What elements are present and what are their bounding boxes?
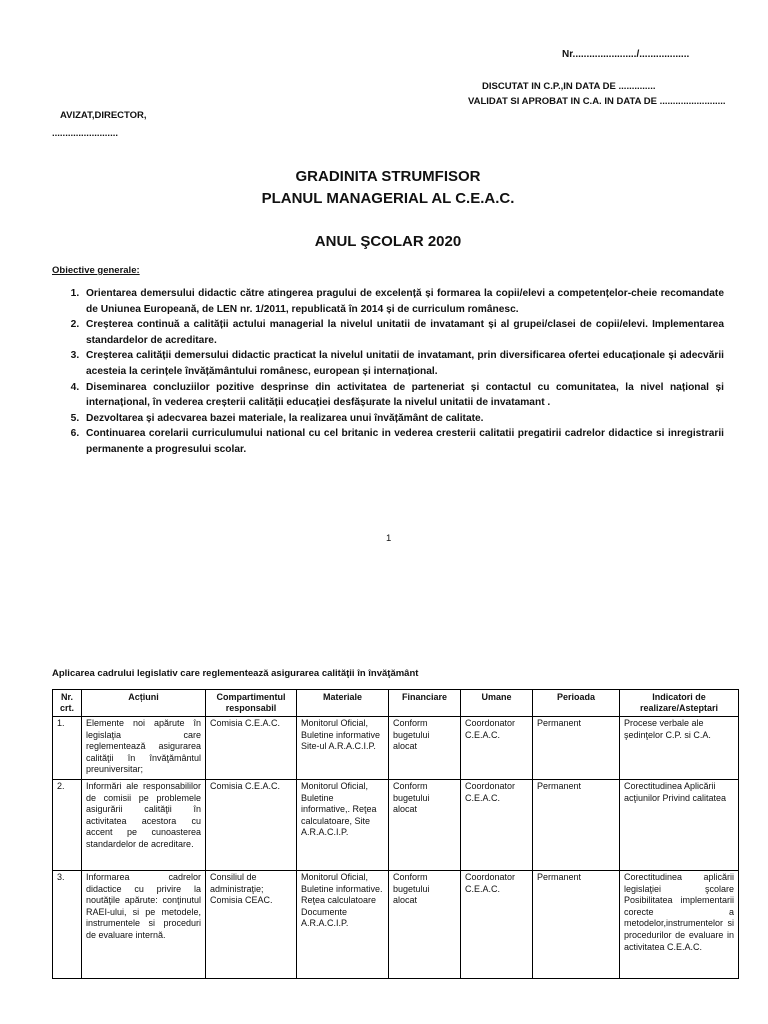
objectives-list <box>52 286 724 458</box>
cell-nr: 2. <box>53 780 82 871</box>
cell-indicators: Corectitudinea aplicării legislaţiei şcolare Posibilitatea implementarii corecte a metodelor,instrumentelor si procedurilor de evaluare in activitatea C.E.A.C. <box>620 871 739 979</box>
header-period: Perioada <box>533 690 620 717</box>
cell-financial: Conform bugetului alocat <box>389 717 461 780</box>
table-row <box>53 871 739 979</box>
header-materials: Materiale <box>297 690 389 717</box>
cell-indicators: Corectitudinea Aplicării acţiunilor Privind calitatea <box>620 780 739 871</box>
section-title: Aplicarea cadrului legislativ care reglementează asigurarea calităţii în învăţământ <box>52 668 419 679</box>
school-name: GRADINITA STRUMFISOR <box>295 168 481 185</box>
header-human: Umane <box>461 690 533 717</box>
cell-department: Comisia C.E.A.C. <box>206 717 297 780</box>
plan-title: PLANUL MANAGERIAL AL C.E.A.C. <box>261 190 515 207</box>
cell-indicators: Procese verbale ale şedinţelor C.P. si C.A. <box>620 717 739 780</box>
header-actions: Acțiuni <box>82 690 206 717</box>
cell-action: Informări ale responsabililor de comisii pe problemele asigurării calităţii în activitatea acestora cu accent pe cunoasterea standardelor de acreditare. <box>82 780 206 871</box>
cell-materials: Monitorul Oficial, Buletine informative. Reţea calculatoare Documente A.R.A.C.I.P. <box>297 871 389 979</box>
cell-department: Consiliul de administraţie; Comisia CEAC. <box>206 871 297 979</box>
cell-materials: Monitorul Oficial, Buletine informative,. Reţea calculatoare, Site A.R.A.C.I.P. <box>297 780 389 871</box>
objective-item: 3. Creșterea calității demersului didactic practicat la nivelul unitatii de invatamant, prin diversificarea ofertei educaționale și adecvării acesteia la cerințele învățământului românesc, european și internațional. <box>82 348 724 379</box>
table-header-row <box>53 690 739 717</box>
validated-date-line: VALIDAT SI APROBAT IN C.A. IN DATA DE ......................... <box>468 96 726 107</box>
header-department: Compartimentul responsabil <box>206 690 297 717</box>
objective-item: 4. Diseminarea concluziilor pozitive desprinse din activitatea de parteneriat și contactul cu comunitatea, la nivel național și internațional, în vederea creșterii calității educației desfășurate la nivelul unitatii de invatamant . <box>82 380 724 411</box>
objective-item: 5. Dezvoltarea și adecvarea bazei materiale, la realizarea unui învățământ de calitate. <box>82 411 724 427</box>
document-number: Nr......................./.................. <box>562 49 690 60</box>
objective-item: 2. Creșterea continuă a calității actului managerial la nivelul unitatii de invatamant și al grupei/clasei de copii/elevi. Implementarea standardelor de acreditare. <box>82 317 724 348</box>
cell-nr: 3. <box>53 871 82 979</box>
cell-financial: Conform bugetului alocat <box>389 780 461 871</box>
header-nr: Nr. crt. <box>53 690 82 717</box>
cell-period: Permanent <box>533 780 620 871</box>
objective-item: 6. Continuarea corelarii curriculumului national cu cel britanic in vederea cresterii calitatii pregatirii cadrelor didactice si inregistrarii permanente a progresului scolar. <box>82 426 724 457</box>
director-signature-line: ......................... <box>52 128 118 139</box>
cell-period: Permanent <box>533 871 620 979</box>
table-row <box>53 717 739 780</box>
school-year: ANUL ŞCOLAR 2020 <box>314 233 462 250</box>
cell-human: Coordonator C.E.A.C. <box>461 717 533 780</box>
plan-table <box>52 689 739 979</box>
cell-materials: Monitorul Oficial, Buletine informative Site-ul A.R.A.C.I.P. <box>297 717 389 780</box>
objectives-heading: Obiective generale: <box>52 265 140 276</box>
cell-action: Elemente noi apărute în legislaţia care reglementează asigurarea calităţii în învăţământul preuniversitar; <box>82 717 206 780</box>
discussed-date-line: DISCUTAT IN C.P.,IN DATA DE .............. <box>482 81 656 92</box>
cell-nr: 1. <box>53 717 82 780</box>
cell-action: Informarea cadrelor didactice cu privire la noutăţile apărute: conţinutul RAEI-ului, si pe metodele, instrumentele si proceduri de evaluare internă. <box>82 871 206 979</box>
cell-period: Permanent <box>533 717 620 780</box>
cell-human: Coordonator C.E.A.C. <box>461 871 533 979</box>
cell-financial: Conform bugetului alocat <box>389 871 461 979</box>
header-financial: Financiare <box>389 690 461 717</box>
objective-item: 1. Orientarea demersului didactic către atingerea pragului de excelență și formarea la copii/elevi a competențelor-cheie recomandate de Uniunea Europeană, de LEN nr. 1/2011, republicată în 2014 și de curriculum românesc. <box>82 286 724 317</box>
cell-department: Comisia C.E.A.C. <box>206 780 297 871</box>
director-approval-label: AVIZAT,DIRECTOR, <box>60 110 147 121</box>
header-indicators: Indicatori de realizare/Asteptari <box>620 690 739 717</box>
table-row <box>53 780 739 871</box>
page-number: 1 <box>386 533 392 544</box>
cell-human: Coordonator C.E.A.C. <box>461 780 533 871</box>
